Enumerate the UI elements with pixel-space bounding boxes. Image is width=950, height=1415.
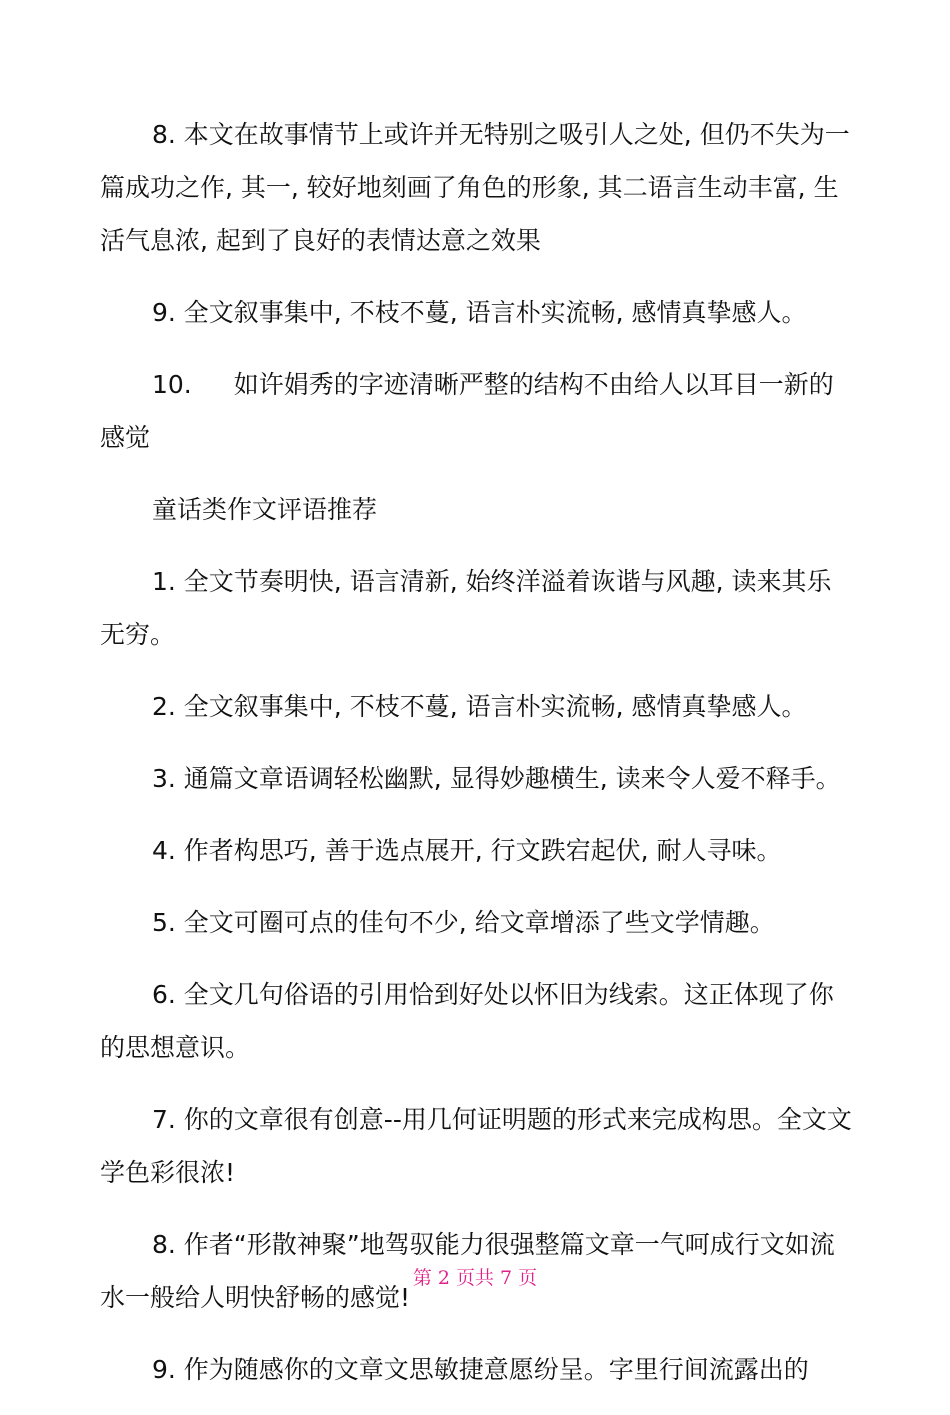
paragraph-item-8: 8. 本文在故事情节上或许并无特别之吸引人之处, 但仍不失为一篇成功之作, 其一, 较好地刻画了角色的形象, 其二语言生动丰富, 生活气息浓, 起到了良好的表情达意之效果 [100, 120, 850, 255]
list-item-1: 1. 全文节奏明快, 语言清新, 始终洋溢着诙谐与风趣, 读来其乐无穷。 [100, 567, 832, 649]
list-item-9: 9. 作为随感你的文章文思敏捷意愿纷呈。字里行间流露出的 [152, 1355, 809, 1384]
list-item-3: 3. 通篇文章语调轻松幽默, 显得妙趣横生, 读来令人爱不释手。 [152, 764, 841, 793]
list-item-4: 4. 作者构思巧, 善于选点展开, 行文跌宕起伏, 耐人寻味。 [152, 836, 782, 865]
list-item-2: 2. 全文叙事集中, 不枝不蔓, 语言朴实流畅, 感情真挚感人。 [152, 692, 807, 721]
paragraph-item-10 [100, 358, 852, 464]
list-item-8: 8. 作者“形散神聚”地驾驭能力很强整篇文章一气呵成行文如流水一般给人明快舒畅的感觉! [100, 1230, 835, 1312]
paragraph-item-10-text: 如许娟秀的字迹清晰严整的结构不由给人以耳目一新的感觉 [100, 370, 834, 452]
list-item-6: 6. 全文几句俗语的引用恰到好处以怀旧为线索。这正体现了你的思想意识。 [100, 980, 834, 1062]
list-item-5: 5. 全文可圈可点的佳句不少, 给文章增添了些文学情趣。 [152, 908, 775, 937]
list-item-7: 7. 你的文章很有创意--用几何证明题的形式来完成构思。全文文学色彩很浓! [100, 1105, 852, 1187]
paragraph-item-9: 9. 全文叙事集中, 不枝不蔓, 语言朴实流畅, 感情真挚感人。 [152, 298, 807, 327]
section-heading: 童话类作文评语推荐 [152, 495, 378, 524]
document-body [100, 108, 852, 1415]
paragraph-item-10-number: 10. [152, 370, 192, 399]
page-number-footer: 第 2 页共 7 页 [412, 1267, 538, 1289]
